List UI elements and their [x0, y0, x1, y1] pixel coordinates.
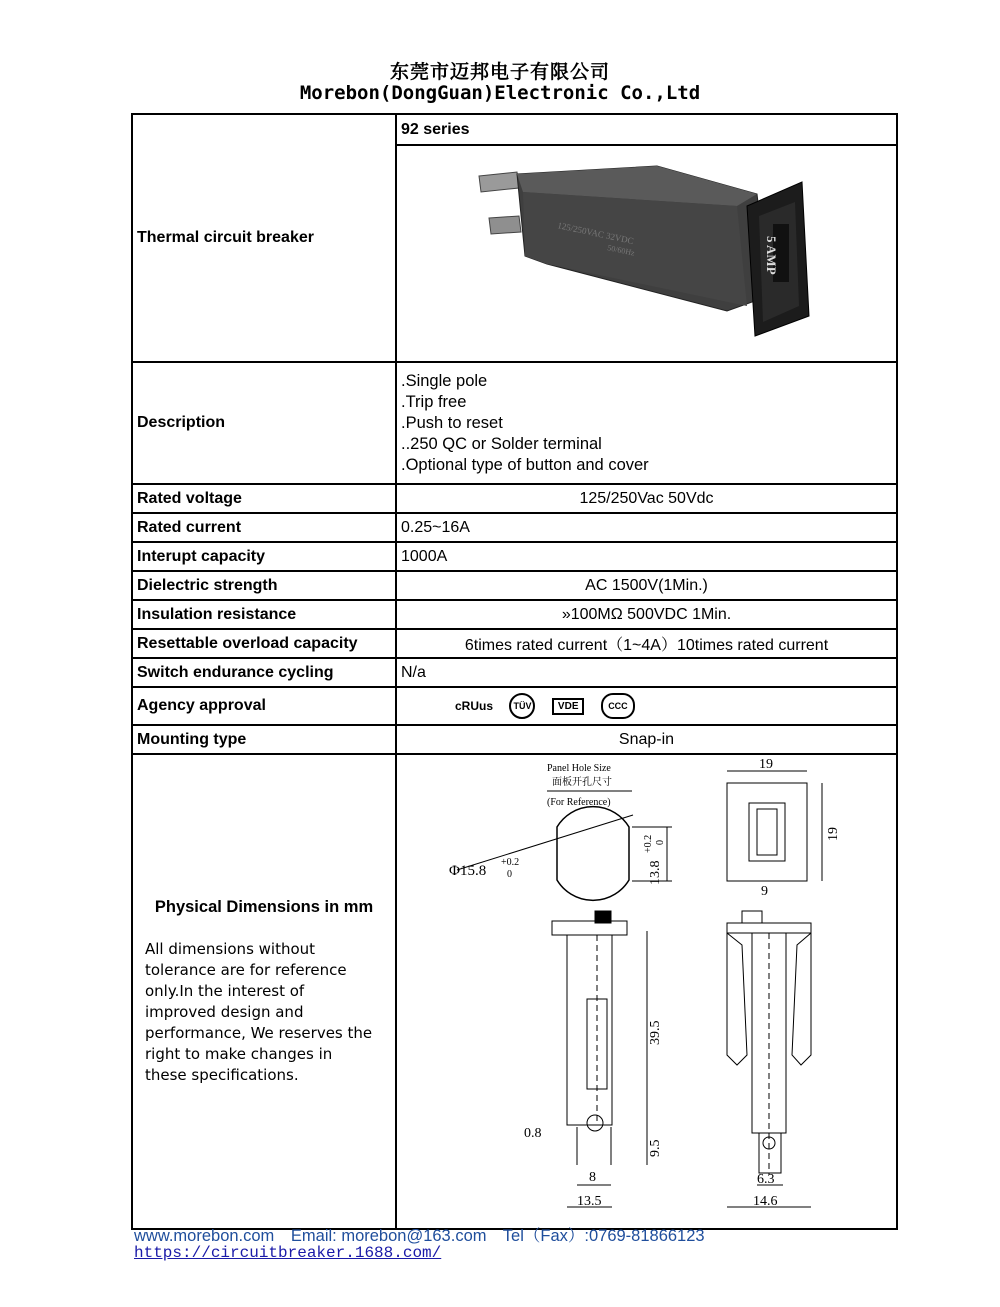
ul-cert-icon: cRUus	[455, 699, 494, 713]
svg-text:+0.2: +0.2	[501, 857, 520, 868]
description-label: Description	[132, 362, 396, 484]
description-line: .Push to reset	[401, 413, 503, 432]
series-label: 92 series	[396, 114, 897, 145]
spec-label-overload-capacity: Resettable overload capacity	[132, 629, 396, 658]
svg-text:9.5: 9.5	[648, 1139, 663, 1157]
physical-cell	[132, 754, 396, 1229]
vde-cert-icon: VDE	[552, 698, 585, 715]
svg-text:Φ15.8: Φ15.8	[449, 863, 487, 879]
svg-text:14.6: 14.6	[753, 1194, 778, 1209]
website-link[interactable]: www.morebon.com	[134, 1227, 275, 1245]
tuv-cert-icon: TÜV	[509, 693, 535, 719]
svg-text:13.8: 13.8	[648, 860, 663, 885]
spec-value-rated-current: 0.25~16A	[396, 513, 897, 542]
mounting-value: Snap-in	[396, 725, 897, 754]
spec-label-switch-endurance: Switch endurance cycling	[132, 658, 396, 687]
description-line: .Optional type of button and cover	[401, 455, 649, 474]
spec-label-rated-current: Rated current	[132, 513, 396, 542]
physical-title: Physical Dimensions in mm	[154, 897, 374, 916]
product-image-cell	[396, 145, 897, 362]
agency-certs	[396, 687, 897, 725]
dimension-drawing-cell	[396, 754, 897, 1229]
spec-value-dielectric-strength: AC 1500V(1Min.)	[396, 571, 897, 600]
svg-text:Panel Hole Size: Panel Hole Size	[547, 763, 611, 774]
spec-table	[131, 113, 898, 1230]
description-line: .Trip free	[401, 392, 467, 411]
svg-text:50/60Hz: 50/60Hz	[606, 243, 636, 258]
phone-text: Tel（Fax）:0769-81866123	[502, 1227, 705, 1245]
svg-text:0: 0	[507, 869, 512, 880]
physical-note: All dimensions without tolerance are for reference only.In the interest of improved design and performance, We reserves the right to make changes in these specifications.	[145, 939, 373, 1084]
footer-contact	[134, 1222, 717, 1246]
mounting-label: Mounting type	[132, 725, 396, 754]
svg-text:+0.2: +0.2	[643, 834, 654, 853]
spec-value-insulation-resistance: »100MΩ 500VDC 1Min.	[396, 600, 897, 629]
svg-text:0.8: 0.8	[524, 1126, 542, 1141]
ccc-cert-icon: CCC	[601, 693, 635, 719]
svg-text:19: 19	[759, 757, 773, 772]
email-link[interactable]: Email: morebon@163.com	[290, 1227, 487, 1245]
svg-text:(For Reference): (For Reference)	[547, 797, 611, 808]
svg-text:6.3: 6.3	[757, 1172, 775, 1187]
spec-value-overload-capacity: 6times rated current（1~4A）10times rated current	[396, 629, 897, 658]
svg-text:面板开孔尺寸: 面板开孔尺寸	[552, 777, 612, 788]
spec-value-switch-endurance: N/a	[396, 658, 897, 687]
dimension-drawing	[397, 755, 897, 1223]
spec-label-insulation-resistance: Insulation resistance	[132, 600, 396, 629]
description-list	[396, 362, 897, 484]
company-name-cn: 东莞市迈邦电子有限公司	[389, 61, 610, 83]
svg-text:0: 0	[655, 840, 666, 845]
company-name-en: Morebon(DongGuan)Electronic Co.,Ltd	[299, 82, 701, 104]
svg-text:9: 9	[761, 884, 768, 899]
spec-value-rated-voltage: 125/250Vac 50Vdc	[396, 484, 897, 513]
spec-label-interrupt-capacity: Interupt capacity	[132, 542, 396, 571]
store-link[interactable]: https://circuitbreaker.1688.com/	[134, 1244, 442, 1262]
agency-label: Agency approval	[132, 687, 396, 725]
product-image	[397, 146, 897, 356]
svg-text:125/250VAC 32VDC: 125/250VAC 32VDC	[556, 220, 635, 247]
svg-text:13.5: 13.5	[577, 1194, 602, 1209]
description-line: ..250 QC or Solder terminal	[401, 434, 602, 453]
svg-text:8: 8	[589, 1170, 596, 1185]
spec-label-rated-voltage: Rated voltage	[132, 484, 396, 513]
svg-text:19: 19	[826, 827, 841, 841]
spec-value-interrupt-capacity: 1000A	[396, 542, 897, 571]
svg-text:5 AMP: 5 AMP	[764, 236, 779, 275]
svg-text:39.5: 39.5	[648, 1020, 663, 1045]
spec-label-dielectric-strength: Dielectric strength	[132, 571, 396, 600]
product-name: Thermal circuit breaker	[132, 114, 396, 362]
description-line: .Single pole	[401, 371, 488, 390]
